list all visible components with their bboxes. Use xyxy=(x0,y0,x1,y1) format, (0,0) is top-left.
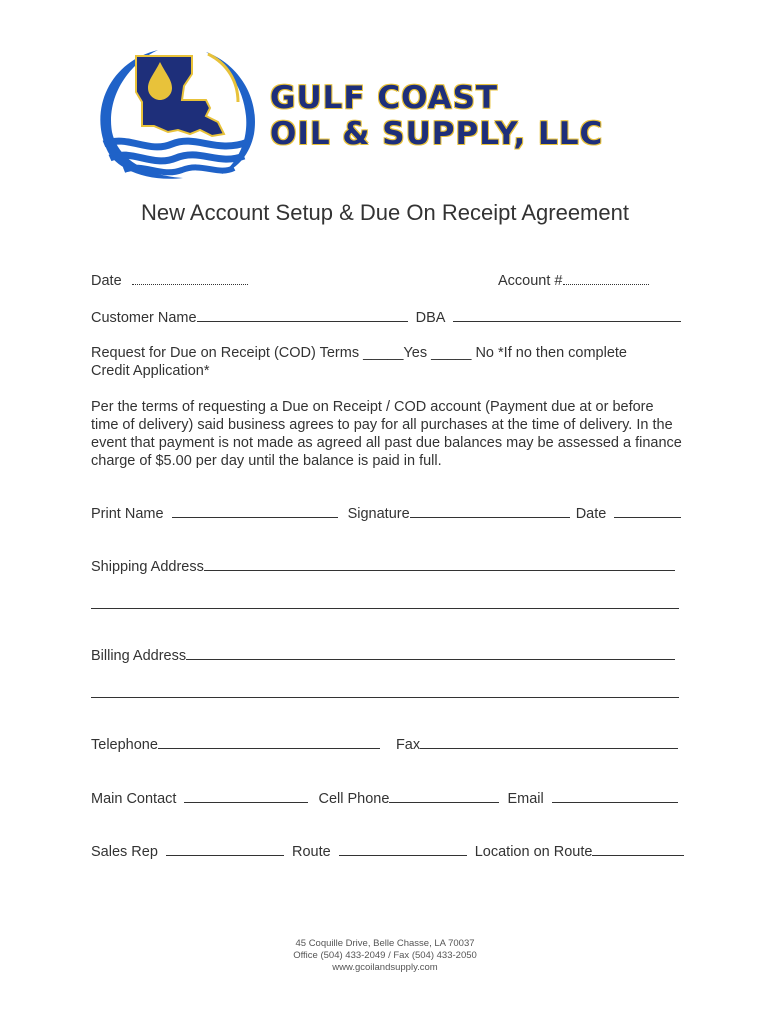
company-name-line2: OIL & SUPPLY, LLC xyxy=(270,116,604,152)
shipping-address-line-2[interactable] xyxy=(91,608,679,609)
request-line-1: Request for Due on Receipt (COD) Terms _____Yes _____ No *If no then complete xyxy=(91,345,627,361)
sales-rep-label: Sales Rep xyxy=(91,844,158,860)
contact-row xyxy=(91,790,678,807)
account-row xyxy=(498,272,649,289)
date2-field[interactable] xyxy=(614,505,681,518)
footer-phones: Office (504) 433-2049 / Fax (504) 433-2050 xyxy=(293,950,477,961)
company-logo xyxy=(88,42,618,182)
request-line-2: Credit Application* xyxy=(91,363,210,379)
route-field[interactable] xyxy=(339,843,467,856)
customer-row xyxy=(91,309,681,326)
main-contact-label: Main Contact xyxy=(91,791,177,807)
signature-label: Signature xyxy=(347,506,410,522)
fax-label: Fax xyxy=(395,737,421,753)
account-field[interactable] xyxy=(563,272,649,285)
sales-row xyxy=(91,843,684,860)
phone-row xyxy=(91,736,678,753)
telephone-label: Telephone xyxy=(91,737,158,753)
footer-website[interactable]: www.gcoilandsupply.com xyxy=(332,962,438,973)
billing-address-row xyxy=(91,647,675,664)
location-on-route-field[interactable] xyxy=(592,843,684,856)
main-contact-field[interactable] xyxy=(184,790,308,803)
date-row xyxy=(91,272,248,289)
billing-address-line-2[interactable] xyxy=(91,697,679,698)
shipping-address-row xyxy=(91,558,675,575)
location-on-route-label: Location on Route xyxy=(474,844,593,860)
date2-label: Date xyxy=(575,506,607,522)
account-label: Account # xyxy=(498,273,563,289)
email-field[interactable] xyxy=(552,790,678,803)
terms-paragraph: Per the terms of requesting a Due on Receipt / COD account (Payment due at or before time of delivery) said business agrees to pay for all purchases at the time of delivery. In the event that payment is not made as agreed all past due balances may be assessed a finance charge of $5.00 per day until the balance is paid in full. xyxy=(91,399,682,469)
company-name xyxy=(270,80,603,152)
shipping-address-field[interactable] xyxy=(204,558,675,571)
dba-label: DBA xyxy=(415,310,445,326)
footer-address: 45 Coquille Drive, Belle Chasse, LA 70037 xyxy=(295,938,475,949)
sales-rep-field[interactable] xyxy=(166,843,284,856)
date-field[interactable] xyxy=(132,272,248,285)
company-name-line1: GULF COAST xyxy=(270,80,499,116)
route-label: Route xyxy=(291,844,331,860)
email-label: Email xyxy=(507,791,544,807)
fax-field[interactable] xyxy=(420,736,678,749)
billing-address-label: Billing Address xyxy=(91,648,187,664)
shipping-address-label: Shipping Address xyxy=(91,559,204,575)
print-name-field[interactable] xyxy=(172,505,338,518)
dba-field[interactable] xyxy=(453,309,681,322)
customer-name-field[interactable] xyxy=(197,309,408,322)
signature-row xyxy=(91,505,681,522)
louisiana-emblem-icon xyxy=(88,42,268,182)
cell-phone-field[interactable] xyxy=(389,790,499,803)
telephone-field[interactable] xyxy=(158,736,380,749)
print-name-label: Print Name xyxy=(91,506,164,522)
customer-name-label: Customer Name xyxy=(91,310,197,326)
signature-field[interactable] xyxy=(410,505,570,518)
footer-contact xyxy=(0,938,770,974)
billing-address-field[interactable] xyxy=(186,647,675,660)
date-label: Date xyxy=(91,273,122,289)
page-title: New Account Setup & Due On Receipt Agreement xyxy=(141,200,629,225)
cell-phone-label: Cell Phone xyxy=(318,791,390,807)
request-cod-text xyxy=(91,344,683,380)
